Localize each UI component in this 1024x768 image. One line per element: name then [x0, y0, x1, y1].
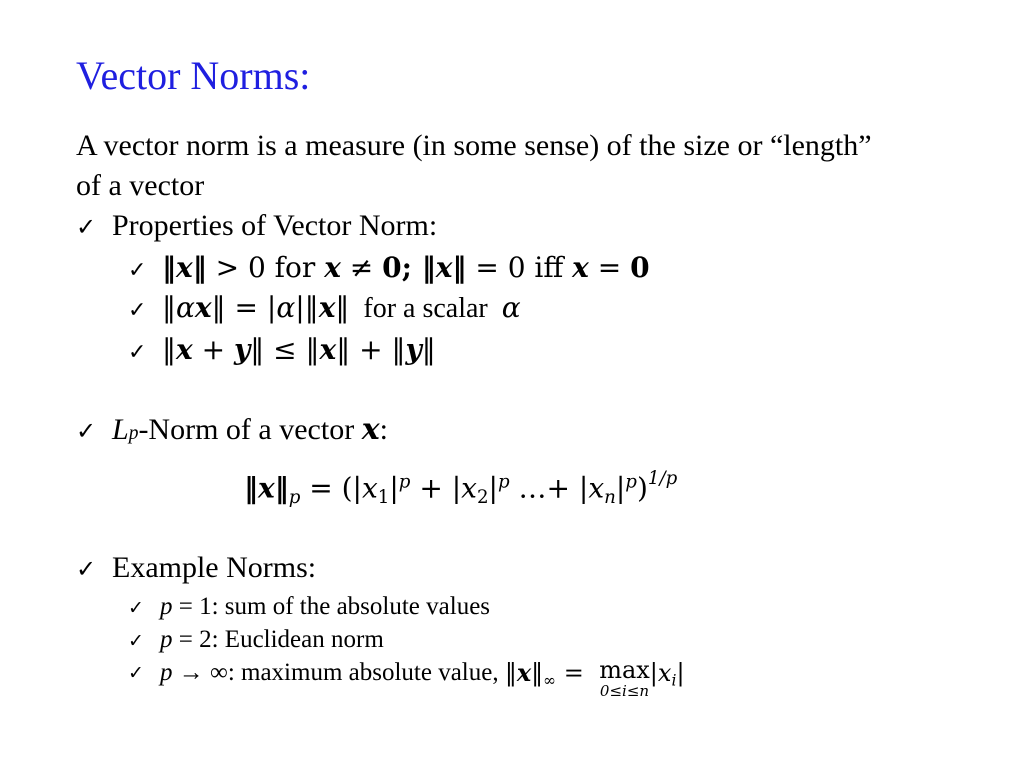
colon: :: [379, 413, 388, 446]
max-operator: [599, 656, 650, 698]
var-x: x: [516, 658, 532, 687]
check-icon: ✓: [76, 555, 97, 583]
gt-text: > 0 for: [206, 251, 325, 284]
plus-symbol: ‖ + ‖: [336, 333, 406, 366]
max-label: max: [599, 656, 650, 684]
var-x1: x: [361, 471, 378, 505]
abs-bar: |: [615, 471, 626, 505]
lp-subscript-p: p: [128, 423, 139, 444]
check-icon: ✓: [128, 662, 144, 684]
var-alpha: α: [501, 291, 521, 324]
leq-symbol: ‖ ≤ ‖: [250, 333, 320, 366]
close-paren: ): [636, 471, 648, 505]
exponent-one-over-p: 1/p: [647, 468, 678, 489]
property-homogeneity-formula: [162, 288, 349, 328]
abs-bar: |: [389, 471, 399, 505]
norm-bar: ‖: [335, 291, 350, 324]
zero-vector: 0: [630, 251, 650, 284]
norm-x: ‖x‖: [421, 251, 467, 284]
check-icon: ✓: [128, 298, 147, 323]
example-norms-heading: Example Norms:: [112, 551, 317, 584]
var-xn: x: [588, 471, 605, 505]
abs-bar: |: [676, 659, 685, 687]
norm-bar: ‖: [421, 333, 436, 366]
properties-heading-row: [76, 206, 437, 247]
check-icon: ✓: [128, 597, 144, 619]
norm-x: ‖x‖: [162, 251, 207, 284]
eq-text: = 0 iff: [466, 251, 573, 284]
property-homogeneity: [128, 288, 521, 331]
eq-symbol: =: [556, 659, 592, 687]
check-icon: ✓: [76, 417, 97, 445]
var-x: x: [318, 291, 336, 324]
check-icon: ✓: [128, 258, 147, 283]
lp-L: L: [112, 413, 129, 446]
norm-bar-eq: ‖ = |: [211, 291, 277, 324]
check-icon: ✓: [76, 213, 97, 241]
var-y: y: [233, 333, 251, 366]
var-x: x: [176, 333, 193, 366]
norm-bar: ‖: [162, 291, 176, 324]
var-y: y: [405, 333, 422, 366]
example-p2-text: = 2: Euclidean norm: [172, 626, 384, 653]
var-x: x: [319, 333, 337, 366]
var-x2: x: [461, 471, 477, 505]
superscript-p: p: [398, 471, 411, 493]
dots-plus-abs: …+ |: [509, 471, 589, 505]
norm-bar: ‖: [162, 333, 176, 366]
example-p1-text: = 1: sum of the absolute values: [172, 593, 491, 620]
var-x: x: [572, 251, 589, 284]
scalar-text: for a scalar: [349, 293, 502, 324]
abs-bar: |: [488, 471, 498, 505]
plus-abs: + |: [410, 471, 462, 505]
lp-norm-heading-row: [76, 410, 388, 454]
example-p1: [128, 590, 490, 625]
eq-symbol: =: [588, 251, 631, 284]
subscript-1: 1: [377, 487, 390, 509]
property-positivity: [128, 248, 650, 291]
max-range: 0≤i≤n: [599, 682, 650, 700]
subscript-p: p: [288, 487, 301, 509]
var-x: x: [361, 412, 380, 447]
norm-x: ‖x‖: [244, 471, 289, 505]
check-icon: ✓: [128, 630, 144, 652]
var-xi: x: [657, 659, 672, 687]
separator: ;: [401, 251, 422, 284]
lp-norm-formula: [244, 454, 677, 523]
subscript-i: i: [671, 671, 677, 690]
property-positivity-formula: [162, 248, 650, 288]
var-x: x: [324, 251, 341, 284]
slide-title: Vector Norms:: [76, 53, 311, 98]
var-p: p: [160, 626, 173, 653]
plus-symbol: +: [192, 333, 234, 366]
lp-norm-label: -Norm of a vector: [138, 413, 362, 446]
zero-vector: 0: [382, 251, 402, 284]
norm-bar: ‖: [531, 659, 544, 687]
example-norms-heading-row: [76, 548, 316, 589]
example-p2: [128, 623, 384, 658]
var-p: p: [160, 659, 173, 686]
abs-norm-bar: |‖: [295, 291, 319, 324]
var-alpha: α: [176, 291, 195, 324]
superscript-p: p: [497, 471, 510, 493]
example-pinf: [128, 656, 685, 698]
subscript-n: n: [604, 487, 616, 509]
var-p: p: [160, 593, 173, 620]
var-x: x: [194, 291, 212, 324]
eq-open: = (|: [300, 471, 362, 505]
property-triangle-formula: [162, 330, 436, 370]
example-pinf-text: → ∞: maximum absolute value,: [172, 659, 505, 686]
norm-bar: ‖: [504, 659, 517, 687]
abs-bar: |: [649, 659, 658, 687]
subscript-infinity: ∞: [543, 671, 557, 690]
superscript-p: p: [625, 471, 637, 493]
property-triangle-inequality: [128, 330, 436, 373]
neq-symbol: ≠: [340, 251, 383, 284]
properties-heading: Properties of Vector Norm:: [112, 209, 438, 242]
intro-paragraph: A vector norm is a measure (in some sense) of the size or “length” of a vector: [76, 129, 872, 202]
var-alpha: α: [276, 291, 296, 324]
check-icon: ✓: [128, 340, 147, 365]
subscript-2: 2: [476, 487, 489, 509]
max-norm-formula: [505, 656, 685, 698]
